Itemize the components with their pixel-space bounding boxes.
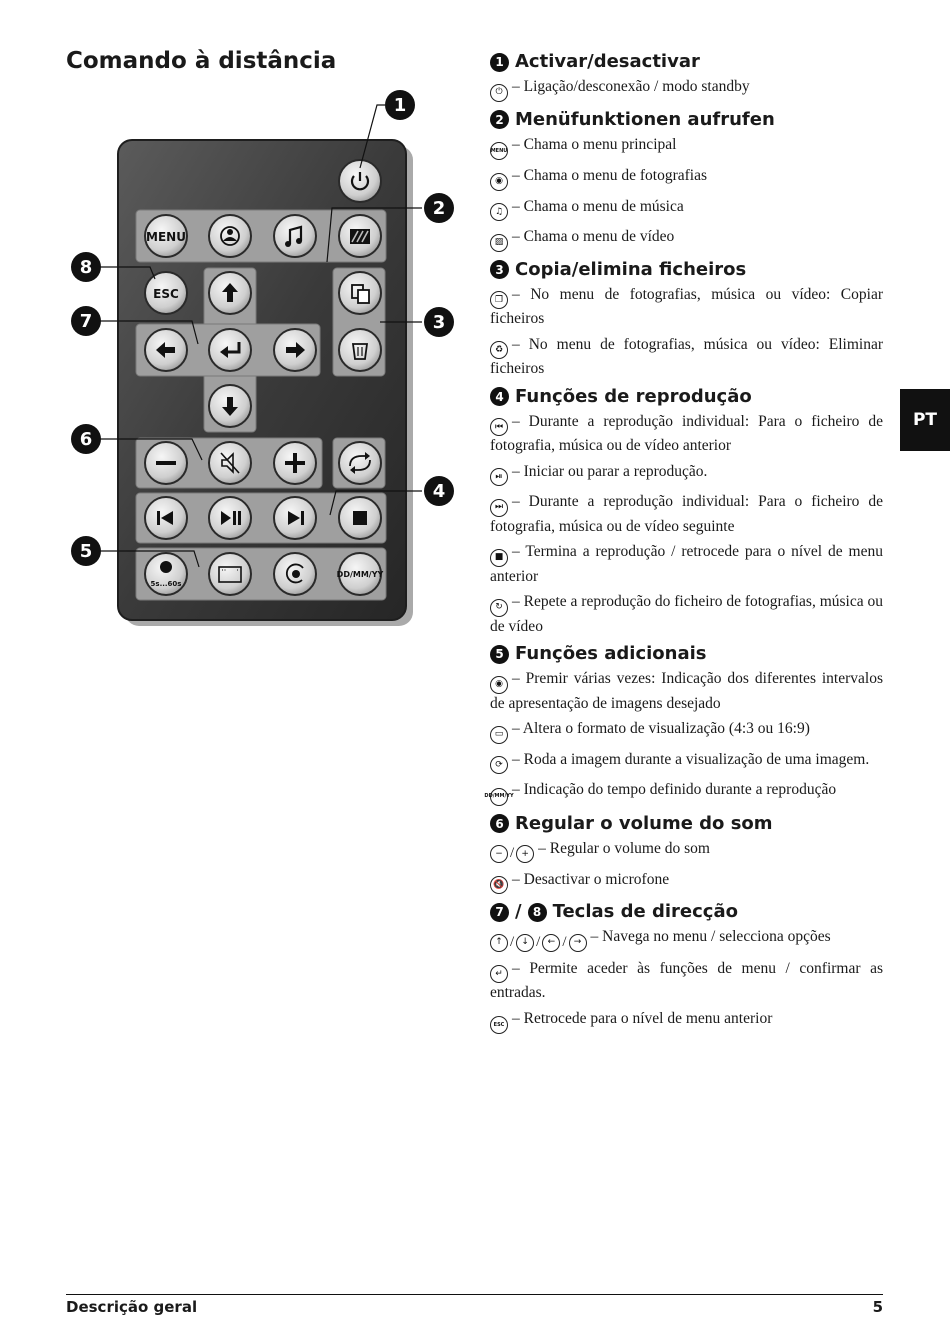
button-icon: 🔇 [490,876,508,894]
item-icons [490,876,508,894]
item-text: – Chama o menu de fotografias [512,167,707,184]
section-title: Copia/elimina ficheiros [515,258,747,280]
button-icon: ← [542,934,560,952]
button-icon: ↵ [490,965,508,983]
item-text: – No menu de fotografias, música ou vídeo: Copiar ficheiros [490,285,883,327]
item-text: – Chama o menu de música [512,197,684,215]
section-heading [490,258,883,282]
date-button-label: DD/MM/YY [336,570,384,579]
section-heading [490,812,883,836]
function-item [490,492,883,536]
function-item [490,227,883,252]
slideshow-interval-button [145,553,187,595]
item-icons [490,965,508,983]
section-heading [490,50,883,74]
language-tab: PT [900,389,950,451]
delete-button [339,329,381,371]
function-item [490,135,883,161]
function-list [484,50,883,1040]
section-heading [490,900,883,924]
function-item [490,77,883,102]
item-text: – Indicação do tempo definido durante a reprodução [512,781,837,798]
item-icons [490,341,508,359]
slideshow-button-label: 5s...60s [150,580,182,588]
item-text: – Chama o menu de vídeo [512,228,675,245]
item-icons [490,756,508,774]
svg-text:3: 3 [432,312,446,333]
item-text: – Termina a reprodução / retrocede para o nível de menu anterior [490,543,883,585]
function-item [490,166,883,191]
item-icons [490,676,508,694]
item-text: – Premir várias vezes: Indicação dos diferentes intervalos de apresentação de imagens desejado [490,670,883,712]
button-icon: ❐ [490,291,508,309]
item-icons [490,726,508,744]
icon-separator: / [536,934,541,950]
remote-control-illustration [60,80,470,640]
section-heading [490,642,883,666]
section-7 [490,900,883,1034]
slideshow-icon [160,561,172,573]
svg-text:2: 2 [432,198,446,219]
button-icon: ◉ [490,173,508,191]
item-text: – Iniciar ou parar a reprodução. [512,462,708,480]
item-icons [490,1016,508,1034]
aspect-ratio-button [209,553,251,595]
function-item [490,927,883,952]
button-icon: ⏮ [490,418,508,436]
button-icon: ⏯ [490,468,508,486]
button-icon: ▨ [490,234,508,252]
section-4 [490,385,883,637]
button-icon: ESC [490,1016,508,1034]
button-icon: ⏭ [490,499,508,517]
section-1 [490,50,883,102]
section-number-separator: / [515,901,522,923]
icon-separator: / [562,934,567,950]
function-item [484,780,883,806]
section-number: 3 [490,260,509,279]
button-icon: ♻ [490,341,508,359]
item-icons [490,499,508,517]
item-text: – Repete a reprodução do ficheiro de fotografias, música ou de vídeo [490,593,883,635]
item-icons [490,84,508,102]
icon-separator: / [510,845,515,862]
item-icons [484,788,514,806]
svg-text:8: 8 [79,257,93,278]
page-title: Comando à distância [66,48,337,74]
button-icon: ↑ [490,934,508,952]
item-icons [490,234,508,252]
item-icons [490,142,508,160]
item-text: – Altera o formato de visualização (4:3 ou 16:9) [512,720,810,737]
item-icons [490,468,508,486]
button-icon: ↻ [490,599,508,617]
function-item [490,285,883,329]
item-text: – Regular o volume do som [538,839,710,857]
item-text: – Navega no menu / selecciona opções [590,928,831,946]
function-item [490,870,883,895]
section-title: Activar/desactivar [515,51,700,72]
item-text: – No menu de fotografias, música ou vídeo: Eliminar ficheiros [490,335,883,377]
item-text: – Chama o menu principal [512,135,677,153]
function-item [490,592,883,636]
svg-text:1: 1 [393,95,407,116]
function-item [490,197,883,222]
item-icons [490,418,508,436]
svg-text:4: 4 [432,481,446,502]
button-icon: ↓ [516,934,534,952]
section-3 [490,258,883,379]
button-icon: ⏻ [490,84,508,102]
esc-button-label: ESC [153,287,179,301]
button-icon: ◉ [490,676,508,694]
button-icon: + [516,845,534,863]
photo-menu-button [209,215,251,257]
item-text: – Durante a reprodução individual: Para o ficheiro de fotografia, música ou de vídeo anterior [490,412,883,454]
item-icons [490,844,534,864]
function-item [490,719,883,744]
section-title: Funções de reprodução [515,385,752,407]
item-icons [490,291,508,309]
item-text: – Retrocede para o nível de menu anterior [512,1009,773,1027]
section-title: Regular o volume do som [515,812,773,834]
item-icons [490,599,508,617]
item-icons [490,549,508,567]
svg-text:5: 5 [79,541,93,562]
section-number: 6 [490,814,509,833]
function-item [490,412,883,456]
section-number: 2 [490,110,509,129]
footer-divider [66,1294,883,1295]
function-item [490,959,883,1003]
svg-text:6: 6 [79,429,93,450]
previous-icon [157,511,160,525]
button-icon: − [490,845,508,863]
item-text: – Roda a imagem durante a visualização de uma imagem. [512,750,870,768]
section-2 [490,108,883,252]
function-item [490,839,883,864]
section-number: 1 [490,53,509,72]
section-5 [484,642,883,806]
item-icons [490,203,508,221]
item-text: – Ligação/desconexão / modo standby [512,78,750,95]
music-menu-button [274,215,316,257]
button-icon: ⟳ [490,756,508,774]
button-icon: MENU [490,142,508,160]
stop-icon [353,511,367,525]
section-heading [490,385,883,409]
section-title: Menüfunktionen aufrufen [515,108,775,130]
page-number: 5 [872,1298,883,1316]
item-text: – Permite aceder às funções de menu / confirmar as entradas. [490,959,883,1001]
repeat-button [339,442,381,484]
section-number: 5 [490,645,509,664]
button-icon: ▭ [490,726,508,744]
section-number: 8 [528,903,547,922]
function-item [490,542,883,586]
svg-text:7: 7 [79,311,93,332]
function-item [490,750,883,775]
section-heading [490,108,883,132]
enter-button [209,329,251,371]
footer-section-title: Descrição geral [66,1298,198,1316]
item-icons [490,933,587,953]
section-6 [490,812,883,895]
item-text: – Desactivar o microfone [512,870,670,888]
button-icon: ♫ [490,203,508,221]
menu-button-label: MENU [146,230,186,244]
button-icon: DD/MM/YY [490,788,508,806]
function-item [490,1009,883,1035]
item-text: – Durante a reprodução individual: Para o ficheiro de fotografia, música ou de vídeo seguinte [490,493,883,535]
minus-icon [156,461,176,465]
function-item [490,335,883,379]
function-item [490,669,883,713]
section-number: 7 [490,903,509,922]
function-item [490,462,883,487]
section-title: Teclas de direcção [552,901,738,923]
button-icon: → [569,934,587,952]
button-icon: ■ [490,549,508,567]
item-icons [490,173,508,191]
icon-separator: / [510,934,515,950]
section-title: Funções adicionais [515,643,707,664]
section-number: 4 [490,387,509,406]
